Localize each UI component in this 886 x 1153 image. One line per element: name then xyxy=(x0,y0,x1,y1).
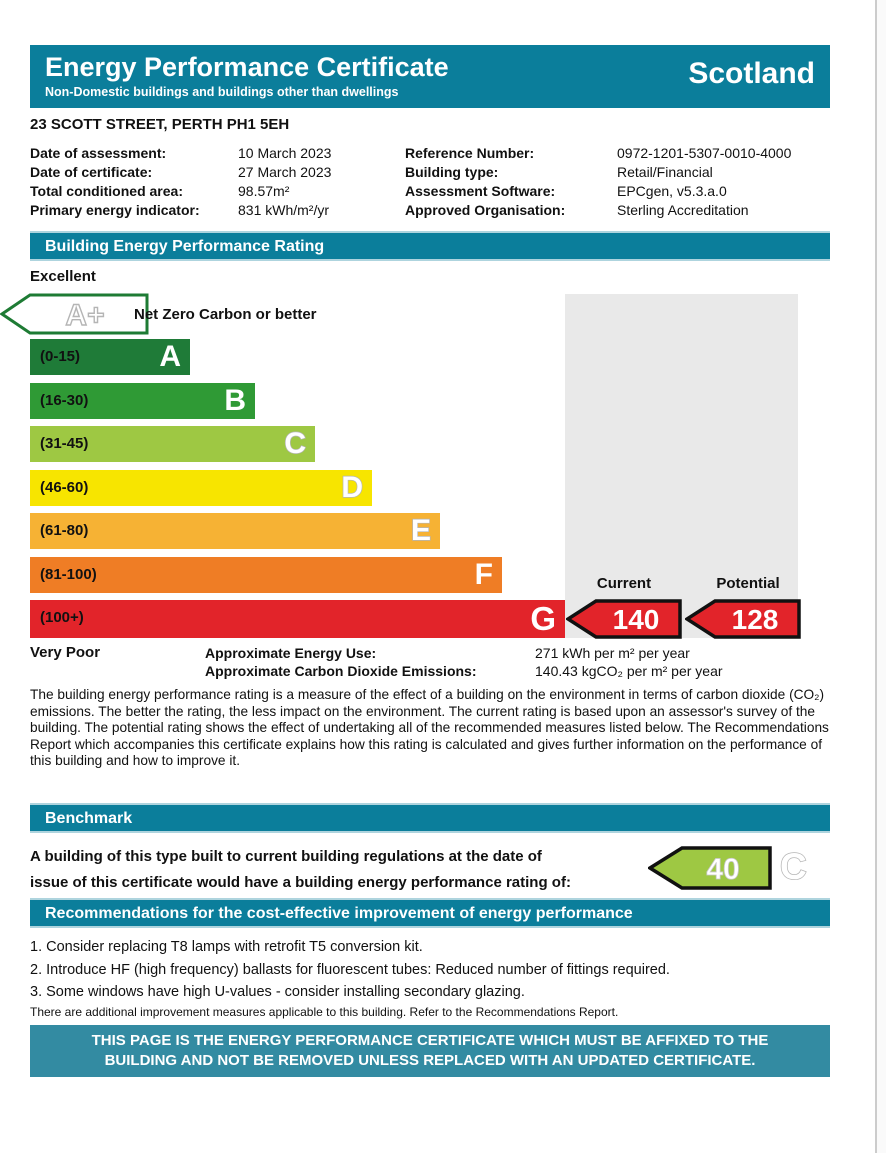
rating-band-row-g xyxy=(30,600,565,638)
energy-use-label: Approximate Energy Use: xyxy=(205,645,377,661)
property-address: 23 SCOTT STREET, PERTH PH1 5EH xyxy=(30,116,290,133)
benchmark-band-letter: C xyxy=(780,846,807,887)
band-range-label: (0-15) xyxy=(40,348,81,365)
band-range-label: (31-45) xyxy=(40,435,89,452)
detail-value: 10 March 2023 xyxy=(238,145,332,161)
potential-column-header: Potential xyxy=(716,575,780,592)
region-label: Scotland xyxy=(688,57,815,90)
very-poor-label: Very Poor xyxy=(30,644,101,661)
detail-label: Total conditioned area: xyxy=(30,183,183,199)
rating-band-row-b xyxy=(30,383,255,419)
footer-notice-line2: BUILDING AND NOT BE REMOVED UNLESS REPLACED WITH AN UPDATED CERTIFICATE. xyxy=(104,1052,756,1069)
co2-value: 140.43 kgCO₂ per m² per year xyxy=(535,663,723,679)
net-zero-arrow xyxy=(0,293,150,335)
net-zero-badge-letter: A+ xyxy=(65,299,105,332)
detail-value: 0972-1201-5307-0010-4000 xyxy=(617,145,792,161)
potential-rating-arrow xyxy=(685,599,801,639)
page-edge-gutter xyxy=(875,0,886,1153)
net-zero-label: Net Zero Carbon or better xyxy=(134,306,317,323)
recommendation-item: 2. Introduce HF (high frequency) ballasts for fluorescent tubes: Reduced number of fittings required. xyxy=(30,961,670,978)
excellent-label: Excellent xyxy=(30,268,96,285)
co2-label: Approximate Carbon Dioxide Emissions: xyxy=(205,663,477,679)
section-banner-recommendations: Recommendations for the cost-effective improvement of energy performance xyxy=(30,898,830,928)
detail-value: 27 March 2023 xyxy=(238,164,332,180)
details-grid xyxy=(30,144,830,220)
band-letter: D xyxy=(341,471,363,504)
rating-description: The building energy performance rating is a measure of the effect of a building on the environment in terms of carbon dioxide (CO₂) emissions. The better the rating, the less impact on the environment. The current rating is based upon an assessor's survey of the building. The potential rating shows the effect of undertaking all of the recommended measures listed below. The Recommendations Report which accompanies this certificate explains how this rating is calculated and gives further information on the performance of this building and how to improve it. xyxy=(30,687,829,769)
benchmark-arrow xyxy=(648,846,772,890)
detail-label: Approved Organisation: xyxy=(405,202,566,218)
band-range-label: (100+) xyxy=(40,609,84,626)
band-range-label: (16-30) xyxy=(40,392,89,409)
detail-value: EPCgen, v5.3.a.0 xyxy=(617,183,727,199)
rating-band-row-c xyxy=(30,426,315,462)
recommendations-note: There are additional improvement measures applicable to this building. Refer to the Recommendations Report. xyxy=(30,1005,619,1019)
rating-band-row-a xyxy=(30,339,190,375)
detail-row xyxy=(30,144,830,163)
detail-label: Date of assessment: xyxy=(30,145,167,161)
energy-use-value: 271 kWh per m² per year xyxy=(535,645,690,661)
benchmark-text-line1: A building of this type built to current building regulations at the date of xyxy=(30,848,542,865)
section-banner-rating: Building Energy Performance Rating xyxy=(30,231,830,261)
current-column-header: Current xyxy=(596,575,652,592)
section-banner-benchmark: Benchmark xyxy=(30,803,830,833)
detail-row xyxy=(30,182,830,201)
certificate-subtitle: Non-Domestic buildings and buildings other than dwellings xyxy=(45,85,399,99)
header-banner xyxy=(30,45,830,108)
band-letter: F xyxy=(474,558,493,591)
detail-row xyxy=(30,163,830,182)
detail-label: Assessment Software: xyxy=(405,183,556,199)
rating-band-row-e xyxy=(30,513,440,549)
detail-label: Reference Number: xyxy=(405,145,535,161)
band-letter: G xyxy=(530,600,556,637)
rating-band-row-d xyxy=(30,470,372,506)
detail-value: 98.57m² xyxy=(238,183,290,199)
recommendation-item: 3. Some windows have high U-values - consider installing secondary glazing. xyxy=(30,984,525,1000)
footer-notice-line1: THIS PAGE IS THE ENERGY PERFORMANCE CERTIFICATE WHICH MUST BE AFFIXED TO THE xyxy=(91,1032,769,1049)
detail-row xyxy=(30,201,830,220)
benchmark-value: 40 xyxy=(706,853,740,886)
rating-chart xyxy=(30,268,830,682)
band-letter: C xyxy=(284,427,306,460)
recommendations-list xyxy=(30,936,830,1004)
band-letter: A xyxy=(159,340,181,373)
detail-value: Retail/Financial xyxy=(617,164,713,180)
band-letter: B xyxy=(224,384,246,417)
current-rating-arrow xyxy=(566,599,682,639)
footer-notice xyxy=(30,1025,830,1077)
benchmark-text-line2: issue of this certificate would have a building energy performance rating of: xyxy=(30,874,571,891)
detail-value: 831 kWh/m²/yr xyxy=(238,202,330,218)
band-letter: E xyxy=(410,514,431,547)
band-range-label: (46-60) xyxy=(40,479,89,496)
band-range-label: (61-80) xyxy=(40,522,89,539)
detail-label: Primary energy indicator: xyxy=(30,202,200,218)
recommendation-item: 1. Consider replacing T8 lamps with retrofit T5 conversion kit. xyxy=(30,939,423,955)
band-range-label: (81-100) xyxy=(40,566,97,583)
benchmark-row xyxy=(30,844,830,906)
rating-band-row-f xyxy=(30,557,502,593)
current-rating-value: 140 xyxy=(612,604,660,635)
potential-rating-value: 128 xyxy=(731,604,779,635)
detail-label: Building type: xyxy=(405,164,499,180)
detail-label: Date of certificate: xyxy=(30,164,153,180)
certificate-title: Energy Performance Certificate xyxy=(45,52,449,82)
detail-value: Sterling Accreditation xyxy=(617,202,749,218)
